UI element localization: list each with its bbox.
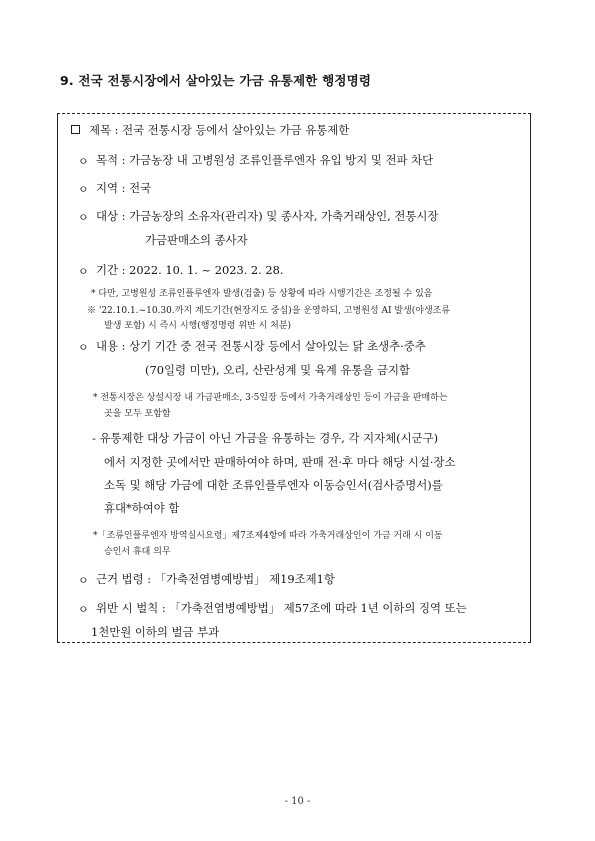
bullet-circle-icon: ㅇ	[78, 603, 89, 616]
bullet-circle-icon: ㅇ	[78, 265, 89, 278]
bullet-circle-icon: ㅇ	[78, 574, 89, 587]
target-text-line1: 대상 : 가금농장의 소유자(관리자) 및 종사자, 가축거래상인, 전통시장	[96, 209, 439, 223]
content-text-line2: (70일령 미만), 오리, 산란성계 및 육계 유통을 금지함	[145, 363, 411, 377]
restriction-detail-line4: 휴대*하여야 함	[104, 501, 180, 515]
period-note-1: * 다만, 고병원성 조류인플루엔자 발생(검출) 등 상황에 따라 시행기간은 조정될 수 있음	[91, 289, 433, 299]
purpose-text: 목적 : 가금농장 내 고병원성 조류인플루엔자 유입 방지 및 전파 차단	[96, 153, 434, 167]
content-note-line1: * 전통시장은 상설시장 내 가금판매소, 3·5일장 등에서 가축거래상인 등이 가금을 판매하는	[93, 393, 448, 403]
period-text: 기간 : 2022. 10. 1. ~ 2023. 2. 28.	[96, 263, 284, 277]
bullet-circle-icon: ㅇ	[78, 211, 89, 224]
checkbox-square-icon	[71, 125, 80, 134]
restriction-detail-line1: - 유통제한 대상 가금이 아닌 가금을 유통하는 경우, 각 지자체(시군구)	[92, 431, 439, 445]
period-note-2-line1: ※ '22.10.1.~10.30.까지 계도기간(현장지도 중심)을 운영하되, 고병원성 AI 발생(야생조류	[87, 306, 451, 316]
order-title: 제목 : 전국 전통시장 등에서 살아있는 가금 유통제한	[89, 123, 350, 137]
target-text-line2: 가금판매소의 종사자	[145, 233, 248, 247]
region-text: 지역 : 전국	[96, 181, 152, 195]
content-note-line2: 곳을 모두 포함함	[104, 409, 171, 419]
section-heading: 9. 전국 전통시장에서 살아있는 가금 유통제한 행정명령	[60, 73, 372, 88]
legal-basis-text: 근거 법령 : 「가축전염병예방법」 제19조제1항	[96, 572, 335, 586]
bullet-circle-icon: ㅇ	[78, 341, 89, 354]
period-note-2-line2: 발생 포함) 시 즉시 시행(행정명령 위반 시 처분)	[104, 321, 292, 331]
restriction-note-line1: *「조류인플루엔자 방역실시요령」제7조제4항에 따라 가축거래상인이 가금 거래 시 이동	[93, 531, 443, 541]
bullet-circle-icon: ㅇ	[78, 155, 89, 168]
content-text-line1: 내용 : 상기 기간 중 전국 전통시장 등에서 살아있는 닭 초생추·중추	[96, 339, 426, 353]
penalty-text-line1: 위반 시 벌칙 : 「가축전염병예방법」 제57조에 따라 1년 이하의 징역 또는	[96, 601, 467, 615]
bullet-circle-icon: ㅇ	[78, 183, 89, 196]
restriction-detail-line2: 에서 지정한 곳에서만 판매하여야 하며, 판매 전·후 마다 해당 시설·장소	[104, 455, 456, 469]
restriction-note-line2: 승인서 휴대 의무	[104, 547, 171, 557]
restriction-detail-line3: 소독 및 해당 가금에 대한 조류인플루엔자 이동승인서(검사증명서)를	[104, 478, 443, 492]
penalty-text-line2: 1천만원 이하의 벌금 부과	[91, 625, 220, 639]
page-number: - 10 -	[284, 796, 311, 807]
